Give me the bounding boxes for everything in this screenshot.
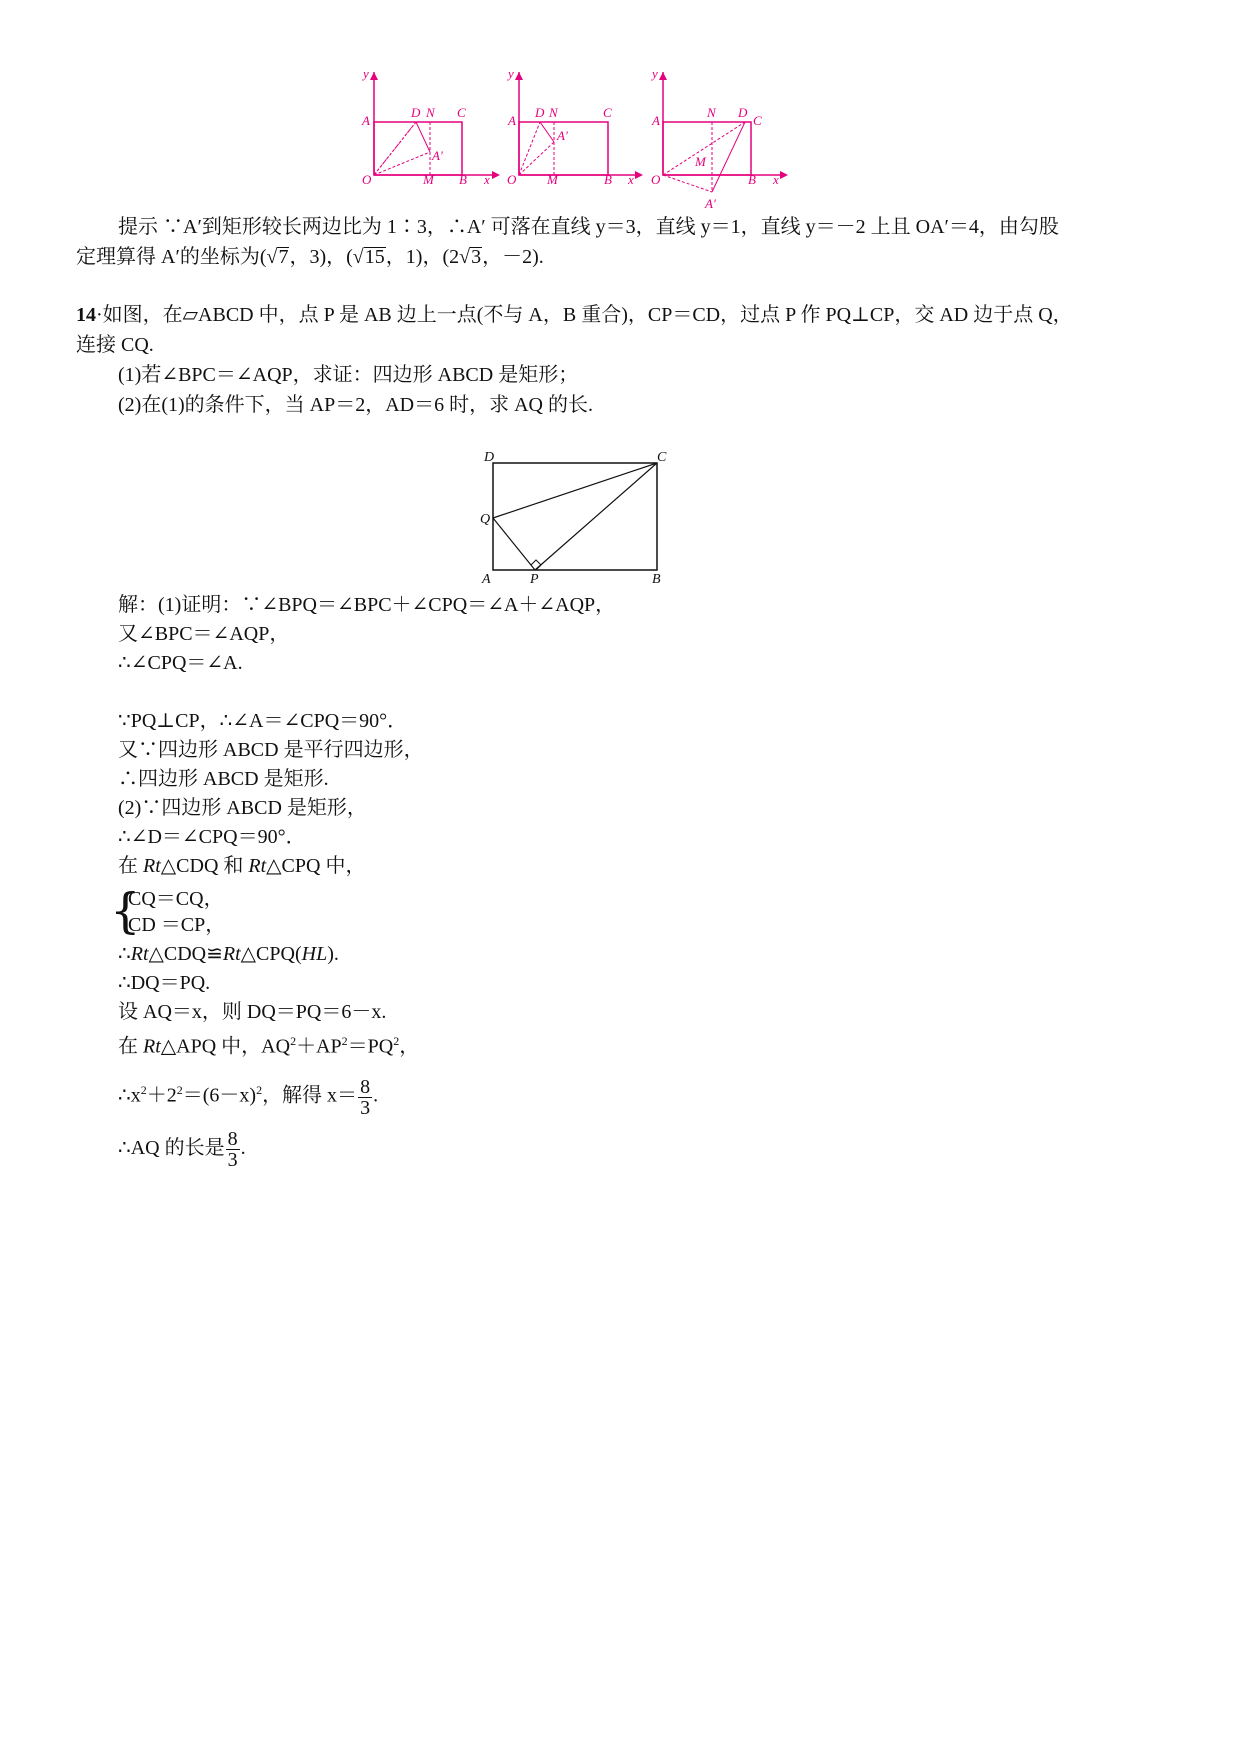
svg-text:Q: Q [480, 512, 491, 527]
solution-line-11: ∴DQ＝PQ. [118, 972, 211, 994]
problem-line-1: 14·如图，在▱ABCD 中，点 P 是 AB 边上一点(不与 A，B 重合)，CP＝CD，过点 P 作 PQ⊥CP，交 AD 边于点 Q， [76, 304, 1073, 326]
fraction-8-3: $\frac{8}{3}$ [360, 1075, 371, 1119]
svg-text:A′: A′ [705, 196, 716, 211]
system-eq-1: CQ＝CQ， [128, 888, 224, 910]
solution-line-13: 在 Rt△APQ 中，$AQ^2+AP^2=PQ^2$， [118, 1034, 420, 1058]
svg-text:P: P [530, 572, 539, 587]
solution-line-15: ∴AQ 的长是 $\frac{8}{3}$ . [118, 1127, 246, 1171]
svg-text:C: C [753, 113, 762, 128]
solution-line-2: 又∠BPC＝∠AQP， [118, 623, 290, 645]
svg-text:O: O [651, 172, 661, 187]
svg-text:y: y [508, 66, 514, 81]
svg-text:y: y [363, 66, 369, 81]
svg-text:A′: A′ [557, 128, 568, 143]
rectangle-figure [470, 445, 680, 595]
svg-text:A: A [508, 113, 516, 128]
svg-text:x: x [628, 172, 634, 187]
solution-line-9: 在 Rt△CDQ 和 Rt△CPQ 中， [118, 855, 366, 877]
question-2: (2)在(1)的条件下，当 AP＝2，AD＝6 时，求 AQ 的长. [118, 394, 593, 416]
solution-line-5: 又∵四边形 ABCD 是平行四边形， [118, 739, 424, 761]
svg-text:x: x [773, 172, 779, 187]
svg-text:A: A [652, 113, 660, 128]
svg-text:B: B [604, 172, 612, 187]
sqrt-3: 3 [471, 246, 482, 268]
svg-text:B: B [459, 172, 467, 187]
svg-text:O: O [362, 172, 372, 187]
solution-line-14: $\therefore x^2+2^2=(6-x)^2$，解得 x＝ $\frac{8}{3}$ . [118, 1075, 379, 1119]
solution-line-7: (2)∵四边形 ABCD 是矩形， [118, 797, 367, 819]
sqrt-7: 7 [278, 246, 289, 268]
system-brace: { [110, 883, 141, 939]
solution-line-10: ∴Rt△CDQ≌Rt△CPQ(HL). [118, 943, 339, 965]
svg-text:C: C [657, 450, 667, 465]
solution-line-8: ∴∠D＝∠CPQ＝90°． [118, 826, 306, 848]
solution-line-12: 设 AQ＝x，则 DQ＝PQ＝6－x. [118, 1001, 387, 1023]
question-1: (1)若∠BPC＝∠AQP，求证：四边形 ABCD 是矩形； [118, 364, 579, 386]
svg-text:A′: A′ [432, 148, 443, 163]
svg-text:A: A [482, 572, 491, 587]
svg-text:D: D [411, 105, 421, 120]
solution-line-1: 解：(1)证明：∵∠BPQ＝∠BPC＋∠CPQ＝∠A＋∠AQP， [118, 594, 616, 616]
hint-line-1: 提示 ∵A′到矩形较长两边比为 1∶3，∴A′ 可落在直线 y＝3，直线 y＝1，直线 y＝－2 上且 OA′＝4，由勾股 [118, 216, 1059, 238]
svg-text:N: N [426, 105, 435, 120]
svg-text:M: M [423, 172, 434, 187]
figure-2 [506, 66, 643, 187]
svg-text:N: N [707, 105, 716, 120]
svg-text:B: B [748, 172, 756, 187]
svg-text:N: N [549, 105, 558, 120]
system-eq-2: CD ＝CP， [128, 914, 226, 936]
svg-text:M: M [547, 172, 558, 187]
sqrt-15: 15 [364, 246, 385, 268]
problem-number: 14 [76, 304, 96, 326]
svg-text:B: B [652, 572, 661, 587]
svg-text:y: y [652, 66, 658, 81]
figure-1 [361, 66, 500, 187]
problem-line-2: 连接 CQ. [76, 334, 154, 356]
figure-3 [650, 66, 788, 211]
svg-text:M: M [695, 154, 706, 169]
solution-line-4: ∵PQ⊥CP，∴∠A＝∠CPQ＝90°． [118, 710, 408, 732]
svg-text:D: D [484, 450, 495, 465]
fraction-8-3-answer: $\frac{8}{3}$ [227, 1127, 238, 1171]
svg-text:x: x [484, 172, 490, 187]
top-figures [360, 60, 800, 220]
svg-text:D: D [535, 105, 545, 120]
svg-text:A: A [362, 113, 370, 128]
solution-line-3: ∴∠CPQ＝∠A. [118, 652, 243, 674]
svg-text:C: C [603, 105, 612, 120]
svg-text:C: C [457, 105, 466, 120]
hint-line-2: 定理算得 A′的坐标为(√7，3)，(√15，1)，(2√3，－2). [76, 246, 544, 268]
solution-line-6: ∴四边形 ABCD 是矩形. [118, 768, 329, 790]
svg-text:D: D [738, 105, 748, 120]
svg-text:O: O [507, 172, 517, 187]
